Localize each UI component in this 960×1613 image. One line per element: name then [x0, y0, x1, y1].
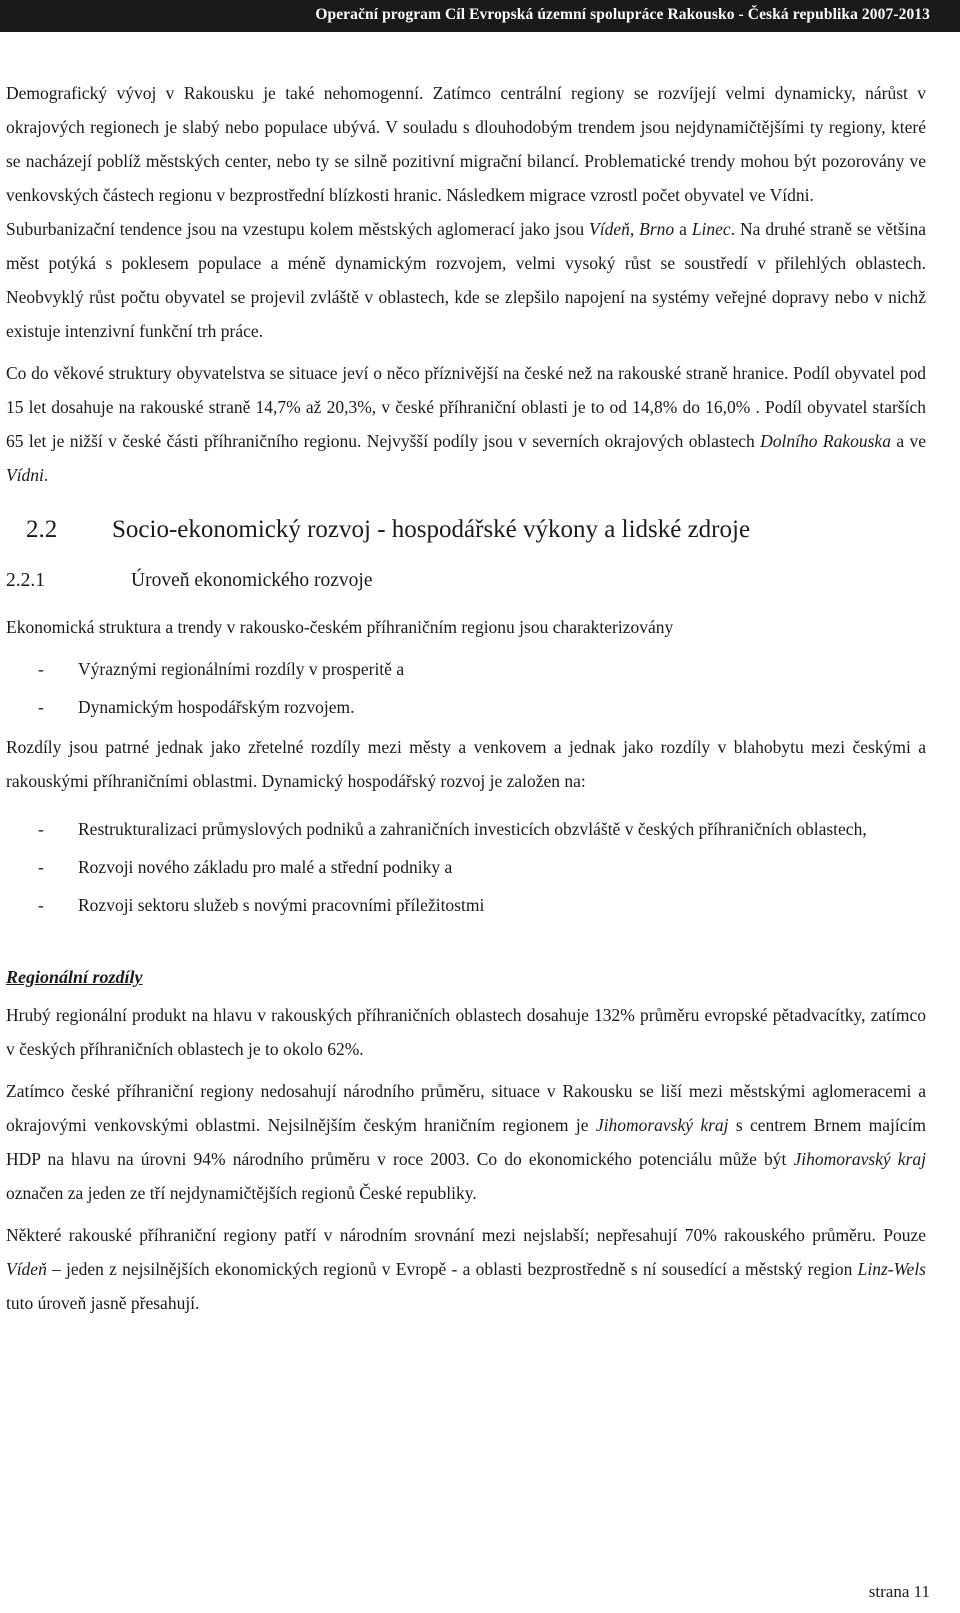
- list-item: - Rozvoji sektoru služeb s novými pracovními příležitostmi: [38, 895, 485, 915]
- list-item: - Restrukturalizaci průmyslových podniků a zahraničních investicích obzvláště v českých příhraničních oblastech,: [38, 819, 867, 839]
- section-heading: [6, 512, 926, 548]
- section-title: Socio-ekonomický rozvoj - hospodářské výkony a lidské zdroje: [112, 516, 751, 543]
- section-number: 2.2: [26, 516, 58, 543]
- list-item: - Rozvoji nového základu pro malé a střední podniky a: [38, 857, 453, 877]
- page-number: strana 11: [868, 1582, 930, 1601]
- subsection-number: 2.2.1: [6, 570, 45, 591]
- econ-list-1: [6, 652, 926, 724]
- subsection-heading: [6, 566, 926, 596]
- paragraph-age-structure: Co do věkové struktury obyvatelstva se situace jeví o něco příznivější na české než na rakouské straně hranice. Podíl obyvatel pod 15 let dosahuje na rakouské straně 14,7% až 20,3%, v české příhraniční oblasti je to od 14,8% do 16,0% . Podíl obyvatel starších 65 let je nižší v české části příhraničního regionu. Nejvyšší podíly jsou v severních okrajových oblastech Dolního Rakouska a ve Vídni.: [6, 363, 926, 485]
- paragraph-austrian-regions: Některé rakouské příhraniční regiony patří v národním srovnání mezi nejslabší; nepřesahují 70% rakouského průměru. Pouze Vídeň – jeden z nejsilnějších ekonomických regionů v Evropě - a oblasti bezprostředně s ní sousedící a městský region Linz-Wels tuto úroveň jasně přesahují.: [6, 1225, 926, 1313]
- page-content: [6, 76, 926, 1320]
- page-header-bar: [0, 0, 960, 32]
- paragraph-gdp: Hrubý regionální produkt na hlavu v rakouských příhraničních oblastech dosahuje 132% průměru evropské pětadvacítky, zatímco v českých příhraničních oblastech je to okolo 62%.: [6, 1005, 926, 1059]
- econ-list-2: [6, 812, 926, 922]
- paragraph-econ-intro: Ekonomická struktura a trendy v rakousko-českém příhraničním regionu jsou charakterizovány: [6, 617, 674, 637]
- paragraph-czech-regions: Zatímco české příhraniční regiony nedosahují národního průměru, situace v Rakousku se liší mezi městskými aglomeracemi a okrajovými venkovskými oblastmi. Nejsilnějším českým hraničním regionem je Jihomoravský kraj s centrem Brnem majícím HDP na hlavu na úrovni 94% národního průměru v roce 2003. Co do ekonomického potenciálu může být Jihomoravský kraj označen za jeden ze tří nejdynamičtějších regionů České republiky.: [6, 1081, 926, 1203]
- regional-heading: Regionální rozdíly: [6, 967, 143, 987]
- list-item: - Výraznými regionálními rozdíly v prosperitě a: [38, 659, 405, 679]
- paragraph-suburbanization: Suburbanizační tendence jsou na vzestupu kolem městských aglomerací jako jsou Vídeň, Brno a Linec. Na druhé straně se většina měst potýká s poklesem populace a méně dynamickým rozvojem, velmi vysoký růst se soustředí v přilehlých oblastech. Neobvyklý růst počtu obyvatel se projevil zvláště v oblastech, kde se zlepšilo napojení na systémy veřejné dopravy nebo v nichž existuje intenzivní funkční trh práce.: [6, 219, 926, 341]
- paragraph-econ-differences: Rozdíly jsou patrné jednak jako zřetelné rozdíly mezi městy a venkovem a jednak jako rozdíly v blahobytu mezi českými a rakouskými příhraničními oblastmi. Dynamický hospodářský rozvoj je založen na:: [6, 737, 926, 791]
- header-title: Operační program Cíl Evropská územní spolupráce Rakousko - Česká republika 2007-2013: [315, 6, 930, 23]
- list-item: - Dynamickým hospodářským rozvojem.: [38, 697, 355, 717]
- subsection-title: Úroveň ekonomického rozvoje: [131, 570, 373, 591]
- paragraph-demography: Demografický vývoj v Rakousku je také nehomogenní. Zatímco centrální regiony se rozvíjejí velmi dynamicky, nárůst v okrajových regionech je slabý nebo populace ubývá. V souladu s dlouhodobým trendem jsou nejdynamičtějšími ty regiony, které se nacházejí poblíž městských center, nebo ty se silně pozitivní migrační bilancí. Problematické trendy mohou být pozorovány ve venkovských částech regionu v bezprostřední blízkosti hranic. Následkem migrace vzrostl počet obyvatel ve Vídni.: [6, 83, 926, 205]
